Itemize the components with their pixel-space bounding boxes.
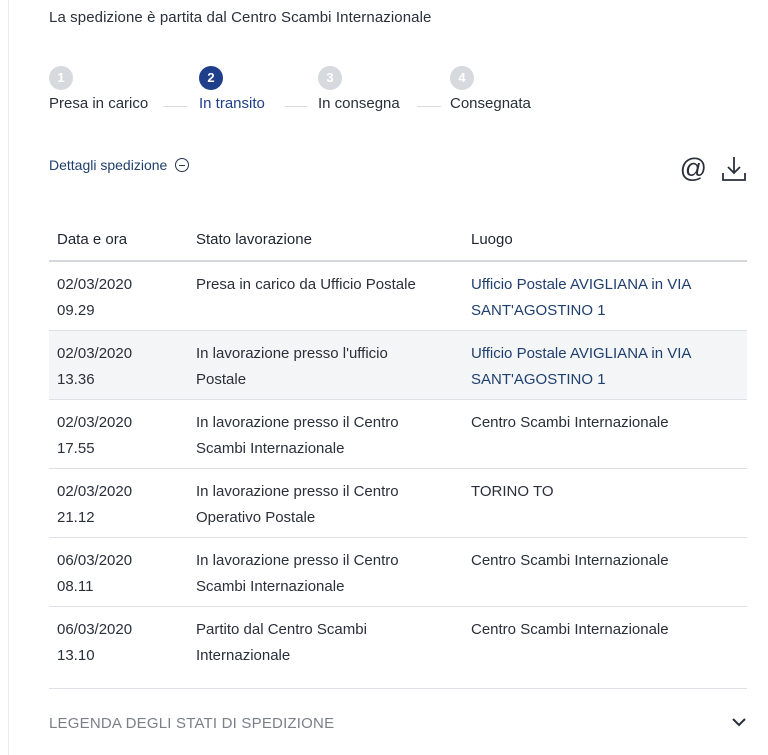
row-place-line-2: SANT'AGOSTINO 1 <box>471 302 606 319</box>
page-left-border <box>8 0 9 755</box>
row-status-line-1: Partito dal Centro Scambi <box>196 621 367 638</box>
table-header <box>49 222 747 262</box>
row-status <box>196 548 456 600</box>
step-1-label: Presa in carico <box>49 95 149 112</box>
row-time: 08.11 <box>57 578 94 595</box>
row-status-line-1: In lavorazione presso il Centro <box>196 414 399 431</box>
row-date: 02/03/2020 <box>57 414 133 431</box>
download-icon[interactable] <box>721 153 747 183</box>
row-place-link[interactable] <box>471 272 741 324</box>
row-date: 02/03/2020 <box>57 345 133 362</box>
row-status <box>196 617 456 669</box>
shipment-details-toggle[interactable] <box>49 157 189 173</box>
row-place <box>471 479 741 505</box>
table-row <box>49 469 747 538</box>
row-place-link[interactable] <box>471 341 741 393</box>
row-place-line-1: TORINO TO <box>471 483 554 500</box>
row-status-line-1: Presa in carico da Ufficio Postale <box>196 276 416 293</box>
row-status <box>196 479 456 531</box>
row-status-line-1: In lavorazione presso il Centro <box>196 483 399 500</box>
step-2-label: In transito <box>199 95 265 112</box>
row-status-line-2: Postale <box>196 371 247 388</box>
row-place-line-1: Centro Scambi Internazionale <box>471 414 669 431</box>
row-status-line-2: Scambi Internazionale <box>196 440 345 457</box>
row-date: 06/03/2020 <box>57 621 133 638</box>
row-place-line-1: Ufficio Postale AVIGLIANA in VIA <box>471 345 692 362</box>
row-date: 02/03/2020 <box>57 483 133 500</box>
table-row <box>49 400 747 469</box>
row-datetime <box>57 617 187 669</box>
row-time: 09.29 <box>57 302 95 319</box>
row-datetime <box>57 341 187 393</box>
row-place <box>471 617 741 643</box>
progress-stepper <box>49 66 569 116</box>
row-time: 17.55 <box>57 440 95 457</box>
row-date: 02/03/2020 <box>57 276 133 293</box>
table-row <box>49 262 747 331</box>
row-status-line-1: In lavorazione presso il Centro <box>196 552 399 569</box>
shipment-details-label: Dettagli spedizione <box>49 157 168 173</box>
step-4-label: Consegnata <box>450 95 531 112</box>
row-place <box>471 410 741 436</box>
chevron-down-icon <box>731 717 747 727</box>
row-place-line-1: Ufficio Postale AVIGLIANA in VIA <box>471 276 692 293</box>
step-2-circle: 2 <box>199 66 223 90</box>
row-time: 21.12 <box>57 509 95 526</box>
column-header-date: Data e ora <box>57 231 128 248</box>
row-status-line-1: In lavorazione presso l'ufficio <box>196 345 388 362</box>
shipment-status-headline: La spedizione è partita dal Centro Scambi Internazionale <box>49 9 432 26</box>
row-status <box>196 272 456 298</box>
row-datetime <box>57 410 187 462</box>
row-place-line-1: Centro Scambi Internazionale <box>471 621 669 638</box>
collapse-minus-icon <box>175 158 189 172</box>
step-3-label: In consegna <box>318 95 400 112</box>
row-status-line-2: Scambi Internazionale <box>196 578 345 595</box>
table-row <box>49 607 747 675</box>
at-sign-icon[interactable]: @ <box>679 153 707 183</box>
step-connector <box>417 106 441 107</box>
row-datetime <box>57 548 187 600</box>
row-date: 06/03/2020 <box>57 552 133 569</box>
table-row <box>49 538 747 607</box>
legend-label: LEGENDA DEGLI STATI DI SPEDIZIONE <box>49 715 335 732</box>
table-row <box>49 331 747 400</box>
shipment-status-legend-accordion[interactable] <box>49 688 747 755</box>
row-status <box>196 341 456 393</box>
row-datetime <box>57 272 187 324</box>
row-time: 13.36 <box>57 371 95 388</box>
step-3-circle: 3 <box>318 66 342 90</box>
row-status-line-2: Operativo Postale <box>196 509 316 526</box>
row-datetime <box>57 479 187 531</box>
column-header-status: Stato lavorazione <box>196 231 312 248</box>
step-1-circle: 1 <box>49 66 73 90</box>
step-connector <box>285 106 307 107</box>
row-status <box>196 410 456 462</box>
step-4-circle: 4 <box>450 66 474 90</box>
step-connector <box>163 106 187 107</box>
row-place <box>471 548 741 574</box>
row-place-line-1: Centro Scambi Internazionale <box>471 552 669 569</box>
row-place-line-2: SANT'AGOSTINO 1 <box>471 371 606 388</box>
row-time: 13.10 <box>57 647 95 664</box>
shipment-actions <box>680 153 747 183</box>
tracking-history-table <box>49 222 747 675</box>
row-status-line-2: Internazionale <box>196 647 291 664</box>
column-header-place: Luogo <box>471 231 513 248</box>
